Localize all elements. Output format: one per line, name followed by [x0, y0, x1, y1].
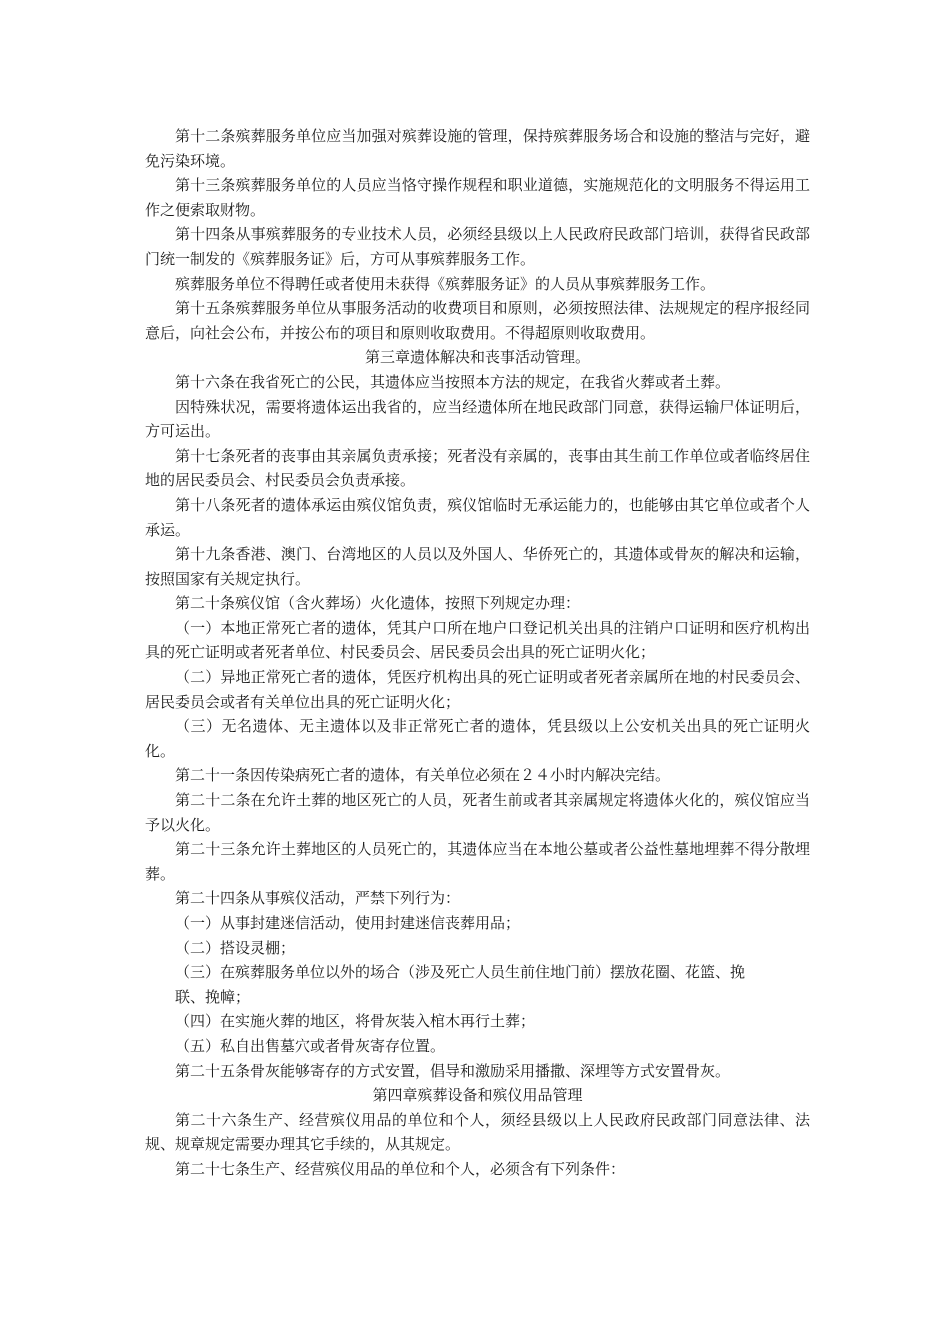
paragraph-article-24-item-3-cont: 联、挽幛；	[175, 987, 251, 1006]
paragraph-article-20-item-3: （三）无名遗体、无主遗体以及非正常死亡者的遗体，凭县级以上公安机关出具的死亡证明火化。	[145, 717, 810, 760]
paragraph-article-27: 第二十七条生产、经营殡仪用品的单位和个人，必须含有下列条件：	[175, 1159, 626, 1178]
paragraph-article-20-item-2: （二）异地正常死亡者的遗体，凭医疗机构出具的死亡证明或者死者亲属所在地的村民委员会、居民委员会或者有关单位出具的死亡证明火化；	[145, 668, 810, 711]
chapter-3-heading: 第三章遗体解决和丧事活动管理。	[364, 348, 590, 367]
paragraph-article-20: 第二十条殡仪馆（含火葬场）火化遗体，按照下列规定办理：	[175, 594, 581, 613]
paragraph-article-20-item-1: （一）本地正常死亡者的遗体，凭其户口所在地户口登记机关出具的注销户口证明和医疗机构出具的死亡证明或者死者单位、村民委员会、居民委员会出具的死亡证明火化；	[145, 618, 810, 662]
chapter-4-heading: 第四章殡葬设备和殡仪用品管理	[372, 1086, 583, 1105]
paragraph-article-12: 第十二条殡葬服务单位应当加强对殡葬设施的管理，保持殡葬服务场合和设施的整洁与完好，避免污染环境。	[145, 127, 810, 170]
paragraph-article-24-item-2: （二）搭设灵棚；	[175, 938, 296, 957]
paragraph-article-15: 第十五条殡葬服务单位从事服务活动的收费项目和原则，必须按照法律、法规规定的程序报经同意后，向社会公布，并按公布的项目和原则收取费用。不得超原则收取费用。	[145, 299, 810, 342]
paragraph-article-24: 第二十四条从事殡仪活动，严禁下列行为：	[175, 889, 461, 908]
paragraph-article-24-item-3: （三）在殡葬服务单位以外的场合（涉及死亡人员生前住地门前）摆放花圈、花篮、挽	[175, 963, 746, 982]
paragraph-article-23: 第二十三条允许土葬地区的人员死亡的，其遗体应当在本地公墓或者公益性墓地埋葬不得分散埋葬。	[145, 840, 810, 883]
paragraph-article-26: 第二十六条生产、经营殡仪用品的单位和个人，须经县级以上人民政府民政部门同意法律、法规、规章规定需要办理其它手续的，从其规定。	[145, 1110, 810, 1154]
paragraph-article-22: 第二十二条在允许土葬的地区死亡的人员，死者生前或者其亲属规定将遗体火化的，殡仪馆应当予以火化。	[145, 791, 810, 834]
paragraph-article-17: 第十七条死者的丧事由其亲属负责承接；死者没有亲属的，丧事由其生前工作单位或者临终居住地的居民委员会、村民委员会负责承接。	[145, 446, 810, 490]
paragraph-article-13: 第十三条殡葬服务单位的人员应当恪守操作规程和职业道德，实施规范化的文明服务不得运用工作之便索取财物。	[145, 176, 810, 219]
paragraph-article-25: 第二十五条骨灰能够寄存的方式安置，倡导和激励采用播撒、深埋等方式安置骨灰。	[175, 1061, 731, 1080]
paragraph-article-24-item-4: （四）在实施火葬的地区，将骨灰装入棺木再行土葬；	[175, 1012, 536, 1031]
paragraph-article-14-cont: 殡葬服务单位不得聘任或者使用未获得《殡葬服务证》的人员从事殡葬服务工作。	[175, 274, 716, 293]
paragraph-article-14: 第十四条从事殡葬服务的专业技术人员，必须经县级以上人民政府民政部门培训，获得省民政部门统一制发的《殡葬服务证》后，方可从事殡葬服务工作。	[145, 225, 810, 268]
paragraph-article-16-cont: 因特殊状况，需要将遗体运出我省的，应当经遗体所在地民政部门同意，获得运输尸体证明后，方可运出。	[145, 397, 810, 441]
paragraph-article-19: 第十九条香港、澳门、台湾地区的人员以及外国人、华侨死亡的，其遗体或骨灰的解决和运输，按照国家有关规定执行。	[145, 545, 810, 588]
paragraph-article-24-item-1: （一）从事封建迷信活动，使用封建迷信丧葬用品；	[175, 914, 521, 932]
document-page	[145, 124, 810, 1182]
paragraph-article-21: 第二十一条因传染病死亡者的遗体，有关单位必须在２４小时内解决完结。	[175, 766, 671, 785]
paragraph-article-18: 第十八条死者的遗体承运由殡仪馆负责，殡仪馆临时无承运能力的，也能够由其它单位或者个人承运。	[145, 495, 810, 539]
paragraph-article-24-item-5: （五）私自出售墓穴或者骨灰寄存位置。	[175, 1036, 446, 1055]
paragraph-article-16: 第十六条在我省死亡的公民，其遗体应当按照本方法的规定，在我省火葬或者土葬。	[175, 372, 731, 391]
